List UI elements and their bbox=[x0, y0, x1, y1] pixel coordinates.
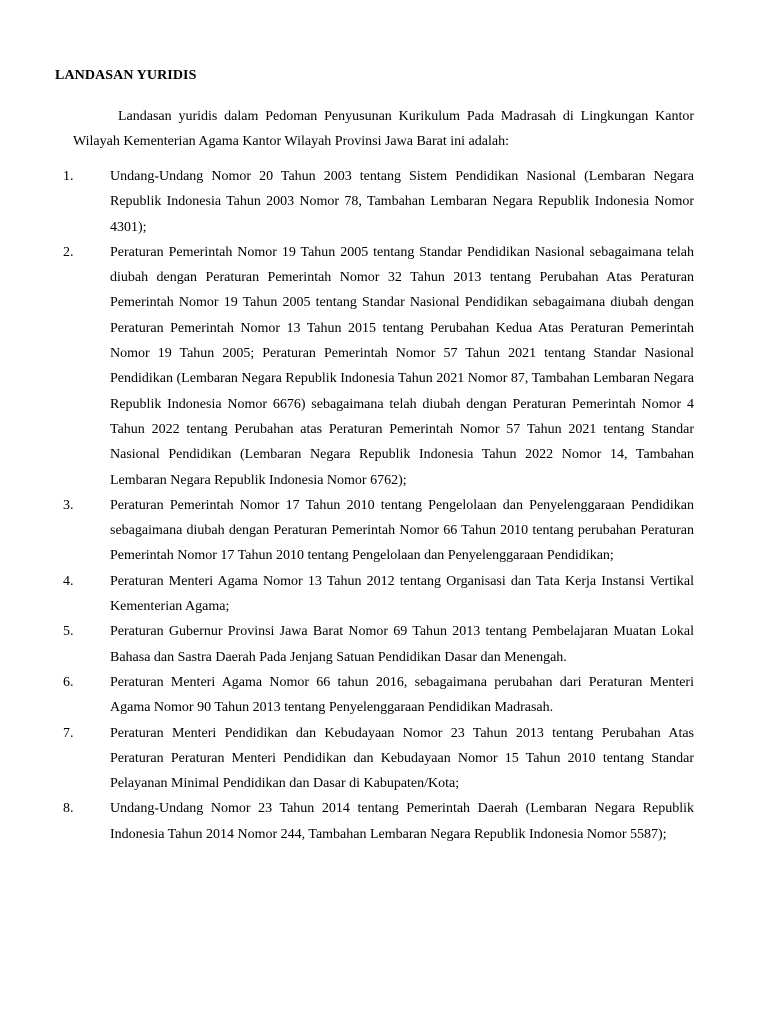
list-item bbox=[0, 619, 768, 670]
list-item bbox=[0, 670, 768, 721]
legal-basis-list bbox=[0, 164, 768, 847]
list-item-text: Undang-Undang Nomor 20 Tahun 2003 tentang Sistem Pendidikan Nasional (Lembaran Negara Republik Indonesia Tahun 2003 Nomor 78, Tambahan Lembaran Negara Republik Indonesia Nomor 4301); bbox=[110, 169, 694, 235]
list-item-text: Peraturan Menteri Pendidikan dan Kebudayaan Nomor 23 Tahun 2013 tentang Perubahan Atas Peraturan Peraturan Menteri Pendidikan dan Kebudayaan Nomor 15 Tahun 2010 tentang Standar Pelayanan Minimal Pendidikan dan Dasar di Kabupaten/Kota; bbox=[110, 725, 694, 792]
list-item-number: 2. bbox=[63, 244, 74, 260]
list-item bbox=[0, 240, 768, 493]
list-item-number: 1. bbox=[63, 169, 74, 184]
list-item-text: Peraturan Menteri Agama Nomor 66 tahun 2016, sebagaimana perubahan dari Peraturan Menteri Agama Nomor 90 Tahun 2013 tentang Penyelenggaraan Pendidikan Madrasah. bbox=[110, 674, 694, 716]
list-item-text: Peraturan Menteri Agama Nomor 13 Tahun 2012 tentang Organisasi dan Tata Kerja Instansi Vertikal Kementerian Agama; bbox=[110, 573, 694, 615]
list-item-text: Peraturan Pemerintah Nomor 19 Tahun 2005 tentang Standar Pendidikan Nasional sebagaimana telah diubah dengan Peraturan Pemerintah Nomor 32 Tahun 2013 tentang Perubahan Atas Peraturan Pemerintah Nomor 19 Tahun 2005 tentang Standar Nasional Pendidikan sebagaimana diubah dengan Peraturan Pemerintah Nomor 13 Tahun 2015 tentang Perubahan Kedua Atas Peraturan Pemerintah Nomor 19 Tahun 2005; Peraturan Pemerintah Nomor 57 Tahun 2021 tentang Standar Nasional Pendidikan (Lembaran Negara Republik Indonesia Tahun 2021 Nomor 87, Tambahan Lembaran Negara Republik Indonesia Nomor 6676) sebagaimana telah diubah dengan Peraturan Pemerintah Nomor 4 Tahun 2022 tentang Perubahan atas Peraturan Pemerintah Nomor 57 Tahun 2021 tentang Standar Nasional Pendidikan (Lembaran Negara Republik Indonesia Tahun 2022 Nomor 14, Tambahan Lembaran Negara Republik Indonesia Nomor 6762); bbox=[110, 244, 694, 488]
list-item bbox=[0, 164, 768, 240]
list-item-number: 3. bbox=[63, 497, 74, 513]
list-item-text: Undang-Undang Nomor 23 Tahun 2014 tentang Pemerintah Daerah (Lembaran Negara Republik Indonesia Tahun 2014 Nomor 244, Tambahan Lembaran Negara Republik Indonesia Nomor 5587); bbox=[110, 801, 694, 842]
section-heading: LANDASAN YURIDIS bbox=[55, 68, 197, 83]
list-item-number: 4. bbox=[63, 573, 74, 589]
intro-paragraph: Landasan yuridis dalam Pedoman Penyusunan Kurikulum Pada Madrasah di Lingkungan Kantor Wilayah Kementerian Agama Kantor Wilayah Provinsi Jawa Barat ini adalah: bbox=[73, 109, 694, 150]
list-item bbox=[0, 796, 768, 847]
list-item-number: 7. bbox=[63, 725, 74, 741]
list-item bbox=[0, 569, 768, 620]
list-item-number: 5. bbox=[63, 624, 74, 640]
list-item-text: Peraturan Gubernur Provinsi Jawa Barat Nomor 69 Tahun 2013 tentang Pembelajaran Muatan Lokal Bahasa dan Sastra Daerah Pada Jenjang Satuan Pendidikan Dasar dan Menengah. bbox=[110, 624, 694, 665]
list-item-number: 6. bbox=[63, 674, 74, 690]
list-item bbox=[0, 493, 768, 569]
list-item-text: Peraturan Pemerintah Nomor 17 Tahun 2010 tentang Pengelolaan dan Penyelenggaraan Pendidikan sebagaimana diubah dengan Peraturan Pemerintah Nomor 66 Tahun 2010 tentang perubahan Peraturan Pemerintah Nomor 17 Tahun 2010 tentang Pengelolaan dan Penyelenggaraan Pendidikan; bbox=[110, 497, 694, 564]
list-item-number: 8. bbox=[63, 801, 74, 817]
list-item bbox=[0, 721, 768, 797]
